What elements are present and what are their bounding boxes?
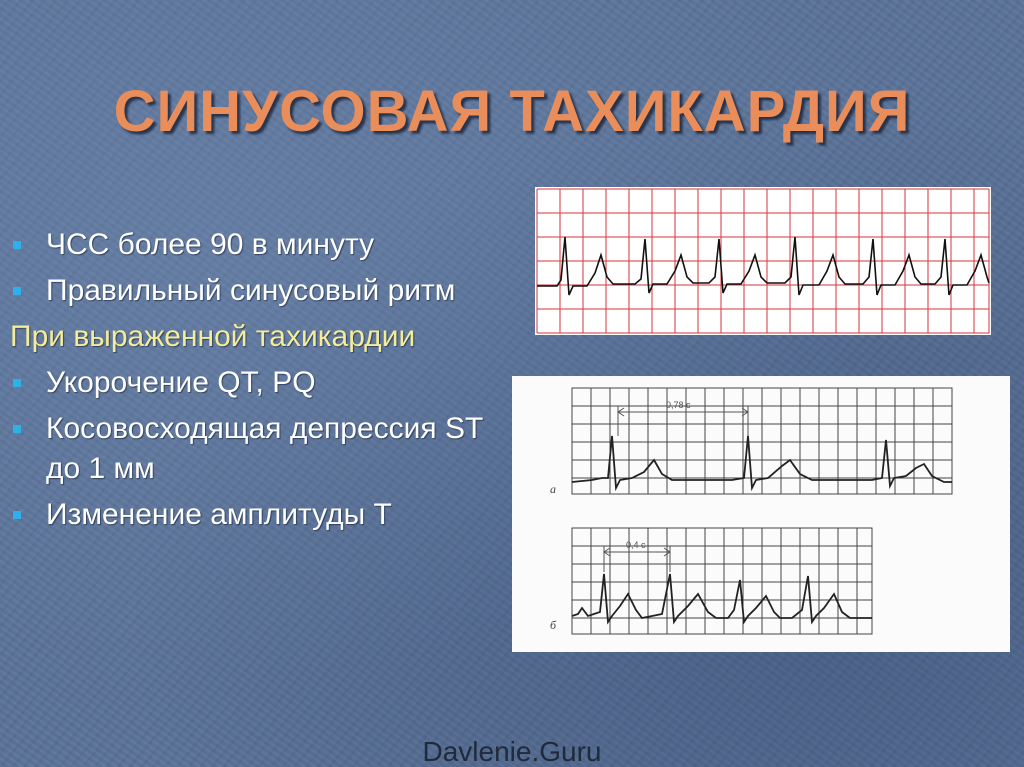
bullet-item xyxy=(10,225,500,265)
bullet-item xyxy=(10,409,500,489)
square-bullet-icon xyxy=(13,425,21,433)
ecg-comparison-grid xyxy=(512,376,1010,652)
subheading xyxy=(10,317,500,357)
ecg-comparison-image xyxy=(512,376,1010,652)
watermark: Davlenie.Guru xyxy=(422,736,602,767)
square-bullet-icon xyxy=(13,287,21,295)
square-bullet-icon xyxy=(13,241,21,249)
ecg-strip-image xyxy=(535,187,991,335)
strip-a-label: а xyxy=(550,482,556,496)
strip-b-label: б xyxy=(550,618,557,632)
bullet-list xyxy=(10,225,500,541)
bullet-text: ЧСС более 90 в минуту xyxy=(46,228,375,261)
bullet-text: Изменение амплитуды Т xyxy=(46,498,392,531)
bullet-item xyxy=(10,271,500,311)
strip-b-interval: 0,4 с xyxy=(626,540,646,550)
square-bullet-icon xyxy=(13,511,21,519)
bullet-text: Правильный синусовый ритм xyxy=(46,274,456,307)
slide-title: СИНУСОВАЯ ТАХИКАРДИЯ xyxy=(113,79,911,144)
square-bullet-icon xyxy=(13,379,21,387)
ecg-red-grid xyxy=(535,187,991,335)
bullet-item xyxy=(10,363,500,403)
bullet-item xyxy=(10,495,500,535)
subheading-text: При выраженной тахикардии xyxy=(10,320,416,353)
strip-a-interval: 0,78 с xyxy=(666,400,691,410)
bullet-text: Укорочение QT, PQ xyxy=(46,366,316,399)
bullet-text: Косовосходящая депрессия ST до 1 мм xyxy=(46,412,483,485)
